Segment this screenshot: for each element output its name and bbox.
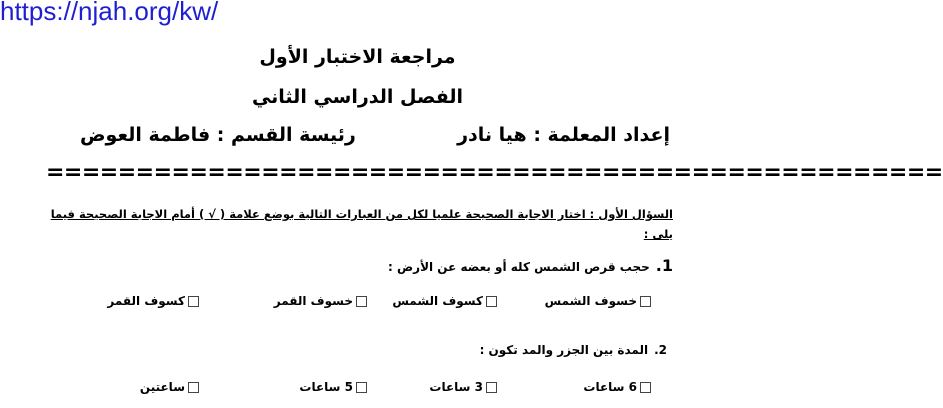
semester-title: الفصل الدراسي الثاني	[251, 86, 464, 108]
option-label: ساعتين	[139, 380, 185, 394]
checkbox-icon[interactable]	[188, 296, 199, 307]
checkbox-icon[interactable]	[356, 296, 367, 307]
option-label: خسوف القمر	[273, 294, 353, 308]
head-of-department: رئيسة القسم : فاطمة العوض	[80, 124, 356, 146]
option-2-1[interactable]	[583, 380, 651, 394]
question-number: 1.	[655, 256, 673, 275]
section-title: السؤال الأول : اختار الاجابة الصحيحة علميا لكل من العبارات التالية بوضع علامة ( √ ) أمام الاجابة الصحيحة فيما يلى :	[50, 207, 673, 241]
option-label: 3 ساعات	[429, 380, 483, 394]
prepared-by: إعداد المعلمة : هيا نادر	[457, 124, 670, 146]
option-label: خسوف الشمس	[544, 294, 637, 308]
option-2-3[interactable]	[299, 380, 367, 394]
checkbox-icon[interactable]	[356, 382, 367, 393]
question-text: حجب قرص الشمس كله أو بعضه عن الأرض :	[388, 260, 650, 274]
option-label: 5 ساعات	[299, 380, 353, 394]
checkbox-icon[interactable]	[486, 296, 497, 307]
separator-line: ==================================================	[46, 160, 943, 185]
checkbox-icon[interactable]	[640, 382, 651, 393]
option-label: كسوف الشمس	[392, 294, 483, 308]
question-1	[388, 256, 673, 275]
option-2-4[interactable]	[140, 380, 199, 394]
option-1-2[interactable]	[392, 294, 497, 308]
checkbox-icon[interactable]	[640, 296, 651, 307]
option-1-3[interactable]	[274, 294, 367, 308]
option-1-4[interactable]	[107, 294, 199, 308]
page-url[interactable]: https://njah.org/kw/	[0, 0, 219, 26]
question-2	[480, 343, 667, 357]
option-label: 6 ساعات	[583, 380, 637, 394]
question-number: 2.	[654, 343, 667, 357]
question-text: المدة بين الجزر والمد تكون :	[479, 343, 649, 357]
checkbox-icon[interactable]	[486, 382, 497, 393]
exam-title: مراجعة الاختبار الأول	[259, 46, 456, 68]
option-label: كسوف القمر	[107, 294, 185, 308]
option-1-1[interactable]	[545, 294, 651, 308]
checkbox-icon[interactable]	[188, 382, 199, 393]
option-2-2[interactable]	[429, 380, 497, 394]
